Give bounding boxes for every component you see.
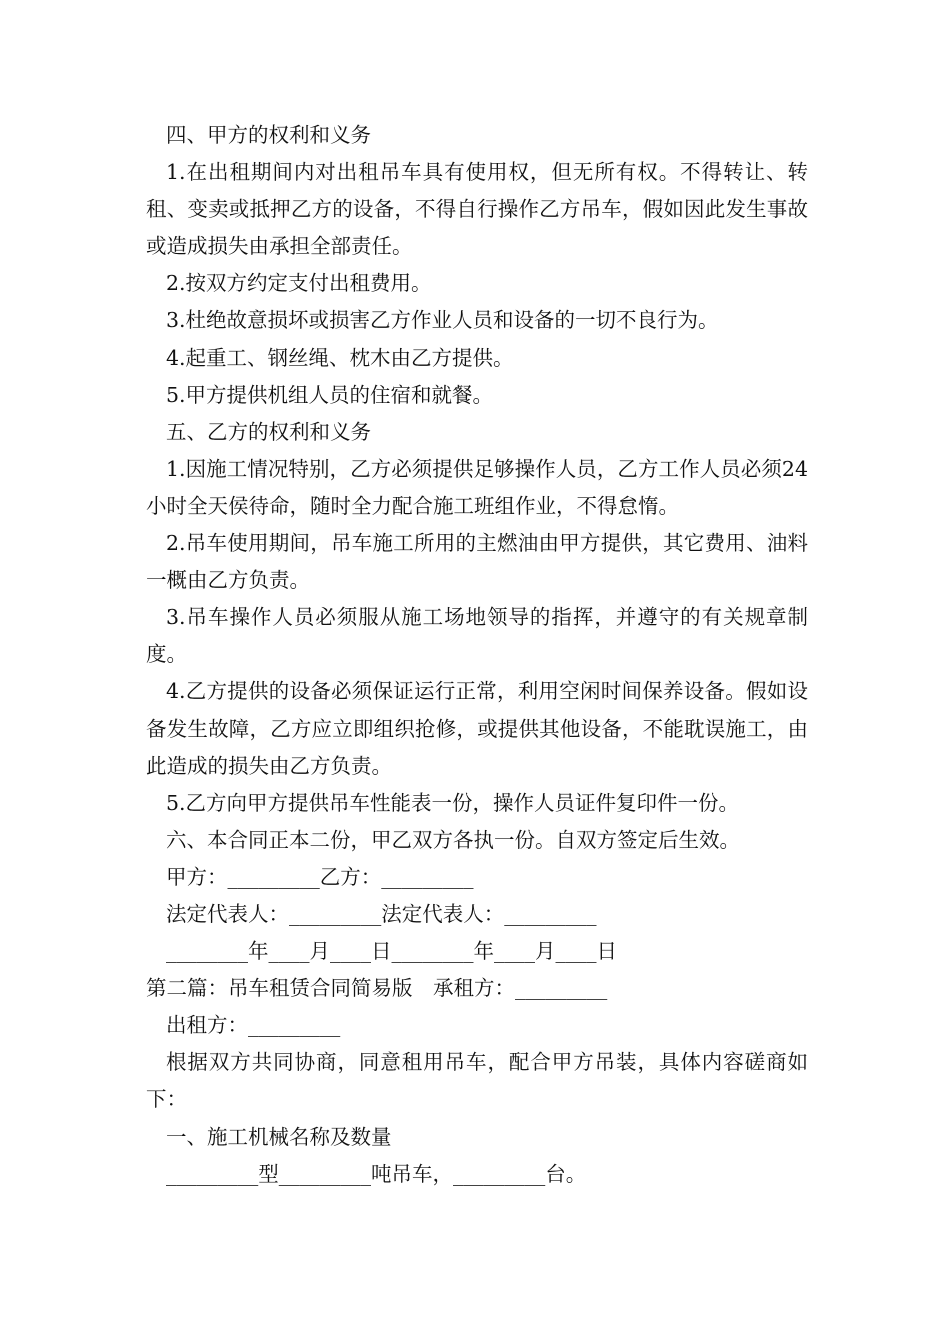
paragraph: 根据双方共同协商，同意租用吊车，配合甲方吊装，具体内容磋商如下： xyxy=(146,1050,808,1112)
paragraph: 4.起重工、钢丝绳、枕木由乙方提供。 xyxy=(166,345,514,370)
paragraph: 四、甲方的权利和义务 xyxy=(166,123,371,147)
paragraph: 一、施工机械名称及数量 xyxy=(166,1124,392,1149)
document-body xyxy=(146,117,808,1193)
paragraph: 5.乙方向甲方提供吊车性能表一份，操作人员证件复印件一份。 xyxy=(166,790,740,815)
paragraph: 5.甲方提供机组人员的住宿和就餐。 xyxy=(166,382,494,407)
paragraph: 六、本合同正本二份，甲乙双方各执一份。自双方签定后生效。 xyxy=(166,827,740,852)
paragraph: 3.吊车操作人员必须服从施工场地领导的指挥，并遵守的有关规章制度。 xyxy=(146,605,808,667)
paragraph: 4.乙方提供的设备必须保证运行正常，利用空闲时间保养设备。假如设备发生故障，乙方应立即组织抢修，或提供其他设备，不能耽误施工，由此造成的损失由乙方负责。 xyxy=(146,679,808,778)
paragraph: 1.因施工情况特别，乙方必须提供足够操作人员，乙方工作人员必须24小时全天侯待命，随时全力配合施工班组作业，不得怠惰。 xyxy=(146,456,808,518)
paragraph: 2.吊车使用期间，吊车施工所用的主燃油由甲方提供，其它费用、油料一概由乙方负责。 xyxy=(146,531,808,593)
paragraph: 1.在出租期间内对出租吊车具有使用权，但无所有权。不得转让、转租、变卖或抵押乙方的设备，不得自行操作乙方吊车，假如因此发生事故或造成损失由承担全部责任。 xyxy=(146,160,808,259)
signature-line: 甲方：_________乙方：_________ xyxy=(166,864,474,889)
section-title: 第二篇：吊车租赁合同简易版 承租方：_________ xyxy=(146,976,608,1001)
paragraph: _________型_________吨吊车，_________台。 xyxy=(166,1161,587,1186)
paragraph: 3.杜绝故意损坏或损害乙方作业人员和设备的一切不良行为。 xyxy=(166,308,719,333)
signature-line: 法定代表人：_________法定代表人：_________ xyxy=(166,901,597,926)
paragraph: 2.按双方约定支付出租费用。 xyxy=(166,271,432,296)
date-line: ________年____月____日________年____月____日 xyxy=(166,939,617,964)
paragraph: 五、乙方的权利和义务 xyxy=(166,419,371,444)
paragraph: 出租方：_________ xyxy=(166,1013,341,1038)
